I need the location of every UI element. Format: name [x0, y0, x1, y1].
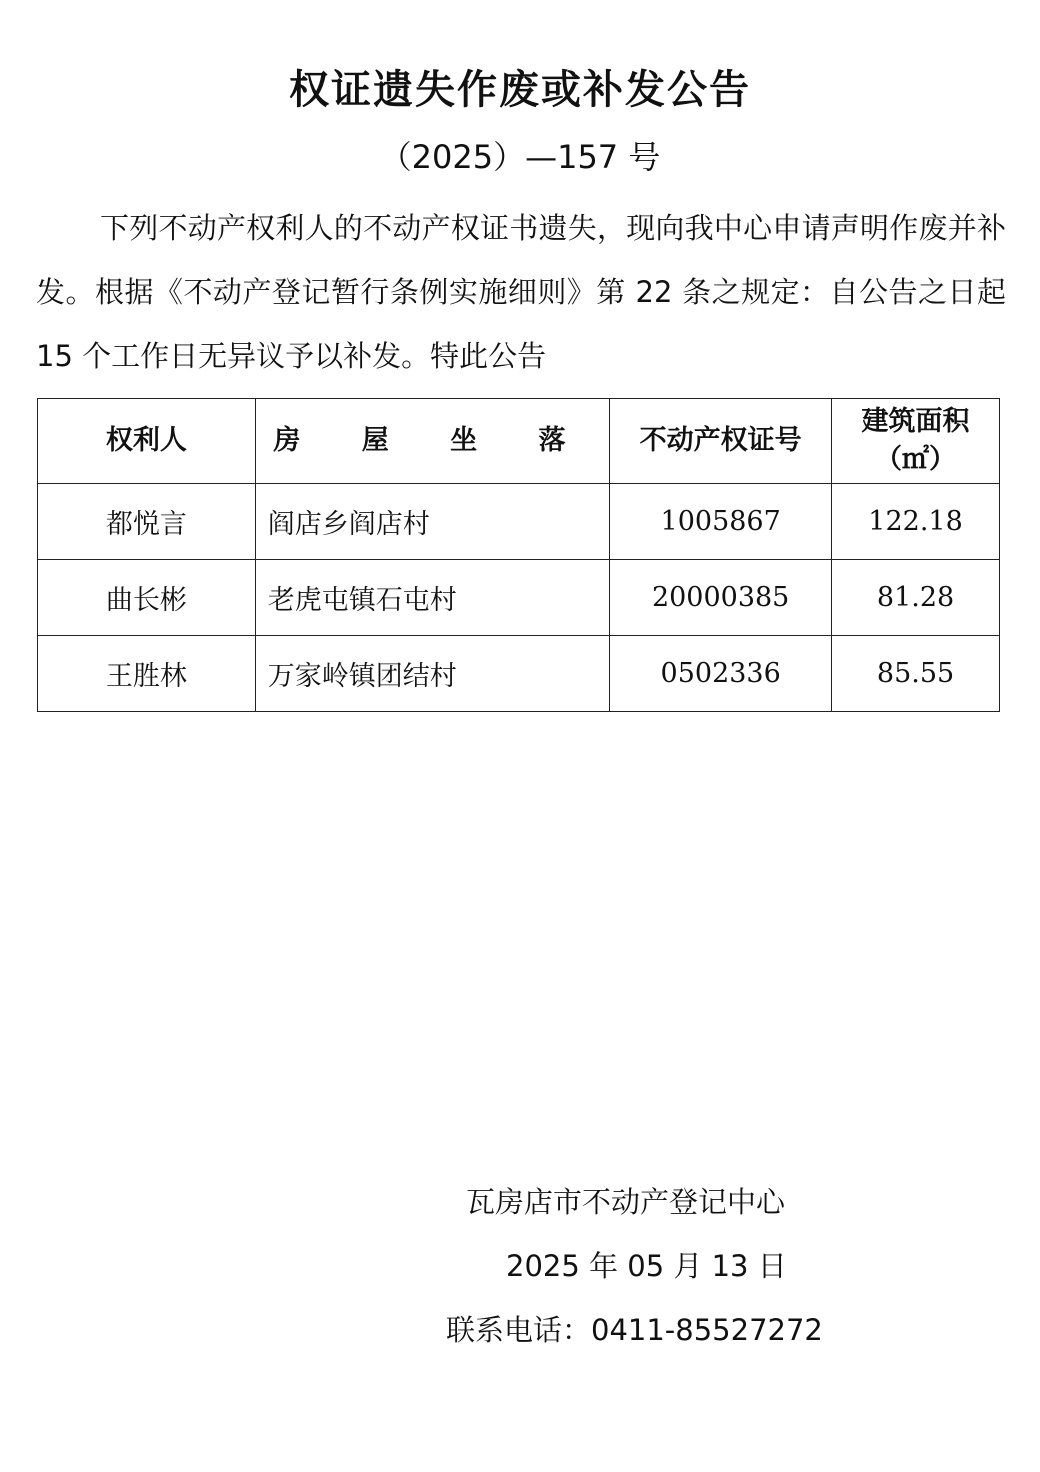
cert-no-cell: 0502336	[610, 636, 832, 712]
contact-phone: 联系电话：0411-85527272	[446, 1313, 823, 1347]
area-cell: 81.28	[832, 560, 1000, 636]
owner-cell: 王胜林	[38, 636, 256, 712]
owner-cell: 曲长彬	[38, 560, 256, 636]
header-area	[832, 399, 1000, 484]
issuing-organization: 瓦房店市不动产登记中心	[466, 1185, 786, 1219]
cert-no-cell: 20000385	[610, 560, 832, 636]
table-row	[38, 484, 1000, 560]
table-header-row	[38, 399, 1000, 484]
owner-cell: 都悦言	[38, 484, 256, 560]
area-cell: 85.55	[832, 636, 1000, 712]
cert-no-cell: 1005867	[610, 484, 832, 560]
table-row	[38, 560, 1000, 636]
header-owner: 权利人	[38, 399, 256, 484]
table-row	[38, 636, 1000, 712]
notice-number: （2025）—157 号	[379, 138, 661, 176]
notice-body: 下列不动产权利人的不动产权证书遗失，现向我中心申请声明作废并补发。根据《不动产登记暂行条例实施细则》第 22 条之规定：自公告之日起 15 个工作日无异议予以补发。特此公告	[36, 211, 1006, 373]
area-cell: 122.18	[832, 484, 1000, 560]
lost-certificate-table	[37, 398, 1000, 712]
location-cell: 阎店乡阎店村	[255, 484, 610, 560]
header-area-unit: （㎡）	[875, 444, 957, 475]
location-cell: 老虎屯镇石屯村	[255, 560, 610, 636]
header-location-label: 房 屋 坐 落	[273, 425, 592, 456]
header-cert-no: 不动产权证号	[610, 399, 832, 484]
header-location	[255, 399, 610, 484]
notice-title: 权证遗失作废或补发公告	[289, 67, 751, 113]
issue-date: 2025 年 05 月 13 日	[506, 1249, 787, 1283]
location-cell: 万家岭镇团结村	[255, 636, 610, 712]
header-area-label: 建筑面积	[861, 406, 970, 437]
